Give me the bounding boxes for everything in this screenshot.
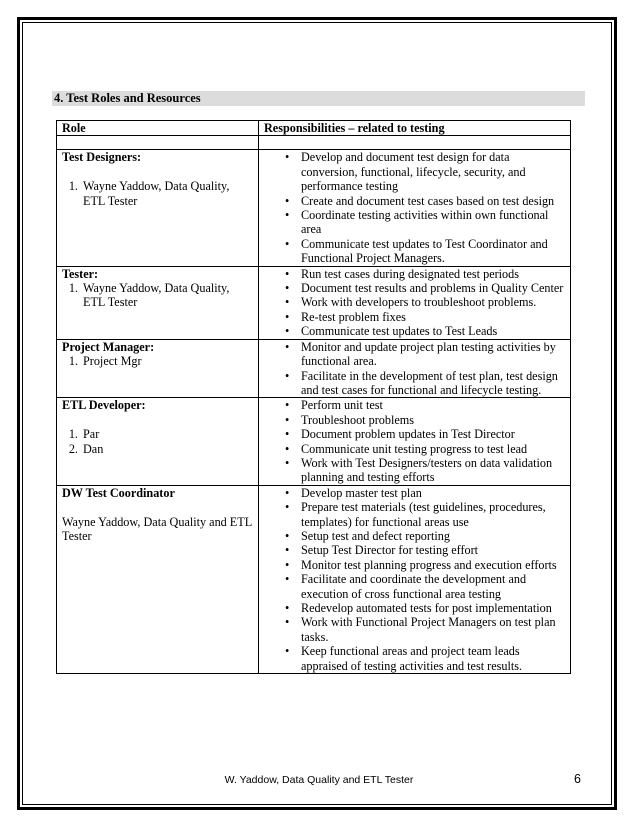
responsibility-item: • Work with Test Designers/testers on data validation planning and testing efforts [301, 456, 566, 485]
table-row [57, 339, 571, 398]
responsibilities-list [264, 267, 566, 339]
responsibility-item: • Prepare test materials (test guidelines, procedures, templates) for functional areas use [301, 500, 566, 529]
roles-table [56, 120, 571, 674]
role-title: Test Designers: [62, 150, 142, 165]
responsibility-item: • Develop and document test design for data conversion, functional, lifecycle, security, and performance testing [301, 150, 566, 193]
responsibilities-cell [259, 266, 571, 339]
role-title: ETL Developer: [62, 398, 146, 413]
responsibility-item: • Work with Functional Project Managers on test plan tasks. [301, 615, 566, 644]
responsibility-item: • Coordinate testing activities within own functional area [301, 208, 566, 237]
responsibilities-cell [259, 398, 571, 485]
responsibilities-list [264, 340, 566, 398]
responsibility-item: • Re-test problem fixes [301, 310, 566, 324]
responsibilities-list [264, 150, 566, 265]
role-cell [57, 398, 259, 485]
responsibility-item: • Redevelop automated tests for post implementation [301, 601, 566, 615]
spacer [62, 413, 254, 427]
person-item: 1. Project Mgr [81, 354, 254, 368]
person-text: Wayne Yaddow, Data Quality and ETL Tester [62, 514, 252, 543]
responsibilities-list [264, 486, 566, 673]
people-list [62, 427, 254, 456]
role-cell [57, 150, 259, 266]
role-title: DW Test Coordinator [62, 485, 175, 500]
table-row [57, 398, 571, 485]
spacer [62, 165, 254, 179]
responsibility-item: • Develop master test plan [301, 486, 566, 500]
column-header-role: Role [57, 121, 259, 136]
responsibility-item: • Communicate unit testing progress to test lead [301, 442, 566, 456]
responsibility-item: • Document problem updates in Test Director [301, 427, 566, 441]
person-item: 1. Wayne Yaddow, Data Quality, ETL Tester [81, 281, 254, 310]
person-item: 1. Par [81, 427, 254, 441]
responsibility-item: • Run test cases during designated test periods [301, 267, 566, 281]
responsibility-item: • Communicate test updates to Test Leads [301, 324, 566, 338]
column-header-responsibilities: Responsibilities – related to testing [259, 121, 571, 136]
responsibilities-cell [259, 339, 571, 398]
responsibility-item: • Monitor test planning progress and execution efforts [301, 558, 566, 572]
responsibility-item: • Facilitate and coordinate the development and execution of cross functional area testing [301, 572, 566, 601]
responsibility-item: • Setup test and defect reporting [301, 529, 566, 543]
responsibilities-cell [259, 150, 571, 266]
people-list [62, 179, 254, 208]
section-heading: 4. Test Roles and Resources [52, 91, 585, 106]
page-number: 6 [574, 772, 581, 786]
role-cell [57, 485, 259, 673]
person-item: 2. Dan [81, 442, 254, 456]
responsibility-item: • Perform unit test [301, 398, 566, 412]
role-cell [57, 339, 259, 398]
responsibility-item: • Troubleshoot problems [301, 413, 566, 427]
people-list [62, 281, 254, 310]
role-title: Tester: [62, 266, 99, 281]
spacer [62, 500, 254, 514]
footer-text: W. Yaddow, Data Quality and ETL Tester [224, 774, 414, 786]
role-cell [57, 266, 259, 339]
table-row [57, 150, 571, 266]
table-row [57, 266, 571, 339]
table-row [57, 485, 571, 673]
responsibility-item: • Monitor and update project plan testing activities by functional area. [301, 340, 566, 369]
spacer-row [57, 136, 571, 150]
responsibilities-cell [259, 485, 571, 673]
responsibility-item: • Document test results and problems in Quality Center [301, 281, 566, 295]
responsibility-item: • Facilitate in the development of test plan, test design and test cases for functional and lifecycle testing. [301, 369, 566, 398]
people-list [62, 354, 254, 368]
responsibility-item: • Setup Test Director for testing effort [301, 543, 566, 557]
responsibilities-list [264, 398, 566, 484]
table-header-row [57, 121, 571, 136]
responsibility-item: • Keep functional areas and project team leads appraised of testing activities and test results. [301, 644, 566, 673]
responsibility-item: • Work with developers to troubleshoot problems. [301, 295, 566, 309]
responsibility-item: • Communicate test updates to Test Coordinator and Functional Project Managers. [301, 237, 566, 266]
role-title: Project Manager: [62, 339, 155, 354]
person-item: 1. Wayne Yaddow, Data Quality, ETL Tester [81, 179, 254, 208]
responsibility-item: • Create and document test cases based on test design [301, 194, 566, 208]
